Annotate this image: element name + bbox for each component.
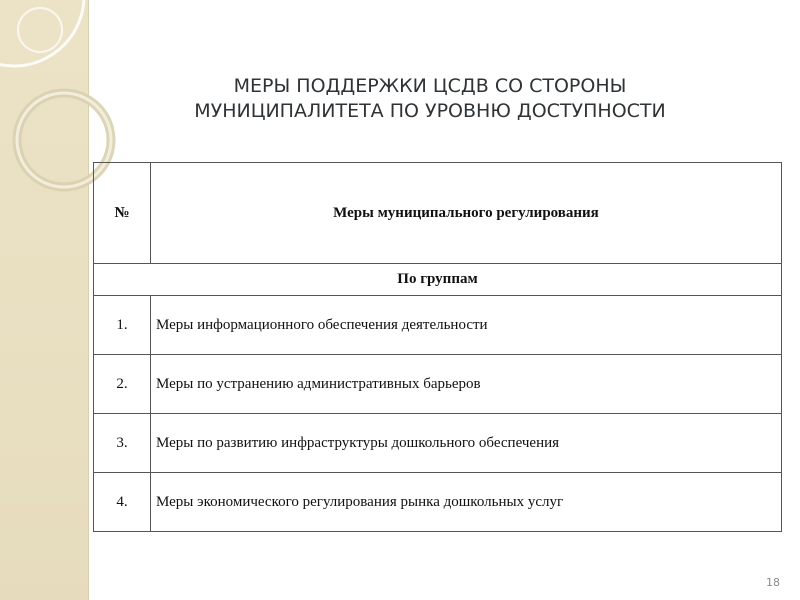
row-measure: Меры по устранению административных барьеров (151, 355, 782, 414)
row-measure: Меры информационного обеспечения деятельности (151, 296, 782, 355)
row-measure: Меры экономического регулирования рынка дошкольных услуг (151, 473, 782, 532)
group-row (94, 264, 782, 296)
group-label: По группам (94, 264, 782, 296)
slide-title-line1: МЕРЫ ПОДДЕРЖКИ ЦСДВ СО СТОРОНЫ (233, 75, 627, 97)
column-header-number: № (94, 163, 151, 264)
slide-title (100, 74, 760, 124)
row-number: 4. (94, 473, 151, 532)
table-row (94, 414, 782, 473)
row-number: 1. (94, 296, 151, 355)
slide-title-line2: МУНИЦИПАЛИТЕТА ПО УРОВНЮ ДОСТУПНОСТИ (194, 100, 666, 122)
row-number: 2. (94, 355, 151, 414)
measures-table (93, 162, 782, 532)
deco-circle-large (0, 0, 84, 66)
column-header-measures: Меры муниципального регулирования (151, 163, 782, 264)
page-number: 18 (766, 576, 780, 589)
row-measure: Меры по развитию инфраструктуры дошкольного обеспечения (151, 414, 782, 473)
table-header-row (94, 163, 782, 264)
table-row (94, 296, 782, 355)
deco-circle-small (18, 8, 62, 52)
table-row (94, 355, 782, 414)
table-row (94, 473, 782, 532)
row-number: 3. (94, 414, 151, 473)
